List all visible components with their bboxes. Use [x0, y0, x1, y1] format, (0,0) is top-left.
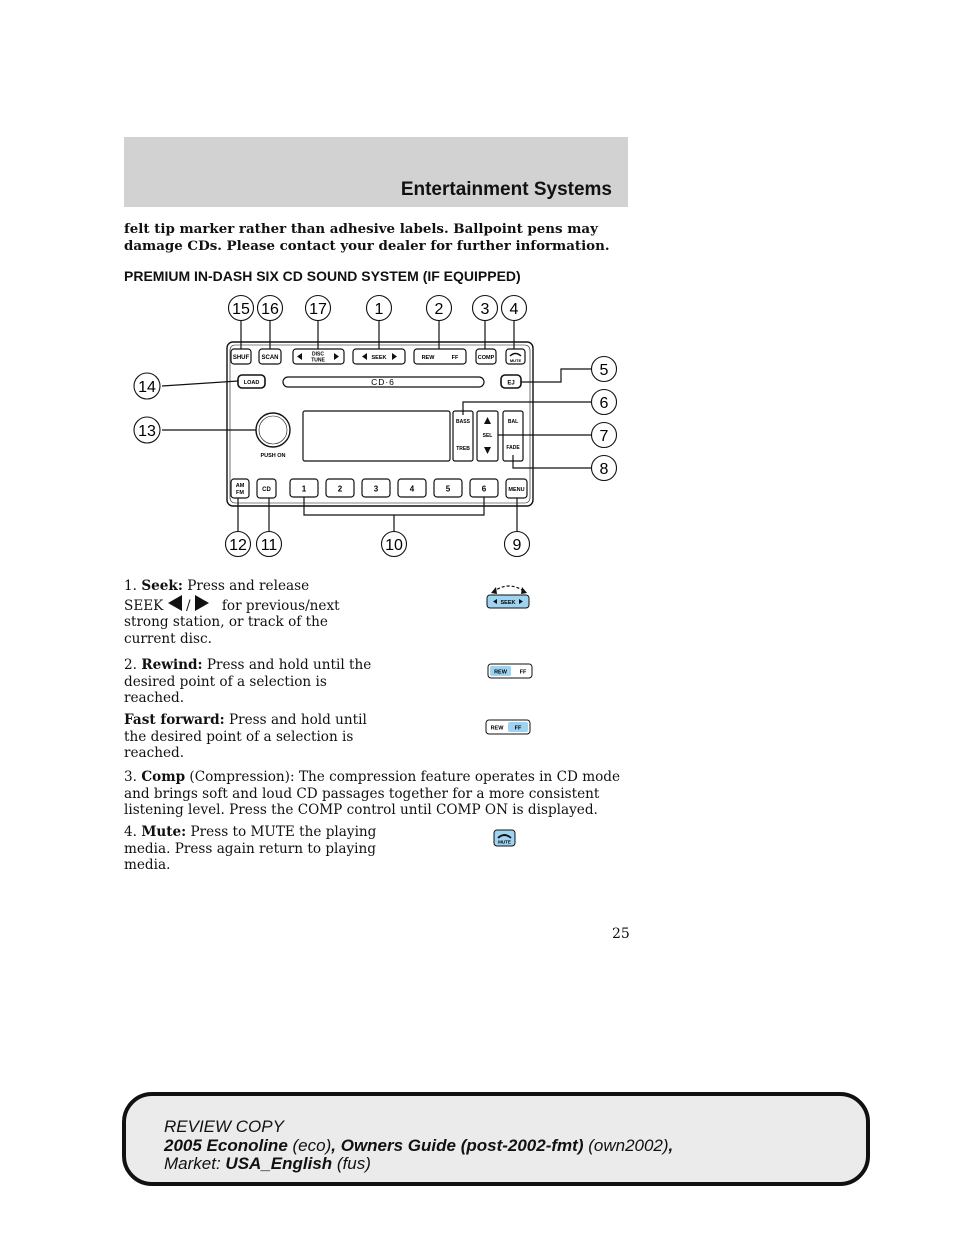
page-number: 25: [612, 926, 630, 942]
svg-text:2: 2: [434, 301, 444, 318]
footer-model: 2005 Econoline: [164, 1135, 288, 1155]
callout-3: [473, 296, 498, 321]
section-heading: PREMIUM IN-DASH SIX CD SOUND SYSTEM (IF EQUIPPED): [124, 268, 521, 284]
svg-text:14: 14: [138, 379, 156, 396]
svg-text:17: 17: [309, 301, 327, 318]
fast-forward-description: Fast forward: Press and hold until the desired point of a selection is reached.: [124, 712, 367, 762]
cd-button[interactable]: [257, 479, 276, 498]
svg-text:BASS: BASS: [456, 419, 470, 425]
svg-text:2: 2: [337, 484, 343, 494]
svg-text:3: 3: [480, 301, 490, 318]
svg-text:REW: REW: [494, 669, 507, 676]
svg-text:FM: FM: [236, 490, 244, 496]
bal-fade-button[interactable]: [503, 411, 523, 461]
comp-button[interactable]: [476, 349, 496, 364]
svg-text:FF: FF: [451, 355, 459, 361]
review-copy-label: REVIEW COPY: [164, 1117, 284, 1136]
svg-text:REW: REW: [421, 355, 435, 361]
disc-tune-button[interactable]: [293, 349, 344, 364]
svg-text:LOAD: LOAD: [243, 380, 260, 386]
svg-text:5: 5: [445, 484, 451, 494]
callout-2: [427, 296, 452, 321]
svg-text:3: 3: [373, 484, 379, 494]
seek-button[interactable]: [353, 349, 405, 364]
shuf-button[interactable]: [231, 349, 251, 364]
svg-text:FF: FF: [514, 725, 522, 732]
svg-text:SEEK: SEEK: [371, 355, 387, 361]
seek-description: 1. Seek: Press and release SEEK / for previous/next strong station, or track of the current disc.: [124, 578, 340, 647]
load-button[interactable]: [238, 375, 265, 388]
svg-text:5: 5: [599, 362, 609, 379]
page-title: Entertainment Systems: [400, 179, 612, 200]
svg-text:FF: FF: [519, 669, 527, 676]
rew-ff-button[interactable]: [414, 349, 466, 364]
intro-text: felt tip marker rather than adhesive labels. Ballpoint pens may damage CDs. Please contact your dealer for further information.: [124, 221, 610, 254]
callout-4: [502, 296, 527, 321]
footer-guide: Owners Guide (post-2002-fmt): [340, 1135, 584, 1155]
footer-market: USA_English: [225, 1154, 333, 1173]
svg-text:10: 10: [385, 537, 403, 554]
callout-8: [592, 456, 617, 481]
svg-text:SCAN: SCAN: [261, 355, 279, 361]
preset-3-button[interactable]: [362, 479, 390, 497]
eject-button[interactable]: [501, 375, 521, 388]
radio-faceplate-svg: [124, 290, 628, 560]
footer-market-code: (fus): [336, 1154, 371, 1173]
menu-button[interactable]: [506, 479, 527, 498]
svg-text:BAL: BAL: [507, 419, 519, 425]
svg-text:PUSH ON: PUSH ON: [260, 453, 286, 459]
svg-text:7: 7: [599, 428, 609, 445]
svg-text:AM: AM: [235, 483, 245, 489]
svg-text:CD: CD: [262, 487, 271, 493]
rew-button-icon: [487, 663, 533, 683]
preset-2-button[interactable]: [326, 479, 354, 497]
svg-text:9: 9: [512, 537, 522, 554]
svg-text:CD·6: CD·6: [371, 377, 395, 387]
callout-12: [226, 532, 251, 557]
ff-button-icon: [485, 719, 531, 739]
callout-13: [134, 417, 160, 443]
svg-text:8: 8: [599, 461, 609, 478]
svg-text:6: 6: [481, 484, 487, 494]
bass-treb-button[interactable]: [453, 411, 473, 461]
power-volume-knob[interactable]: [256, 413, 290, 459]
callout-16: [258, 296, 283, 321]
svg-text:1: 1: [301, 484, 307, 494]
svg-text:4: 4: [509, 301, 519, 318]
svg-text:11: 11: [260, 537, 278, 554]
preset-4-button[interactable]: [398, 479, 426, 497]
header-band: [124, 137, 628, 207]
callout-15: [229, 296, 254, 321]
preset-6-button[interactable]: [470, 479, 498, 497]
callout-17: [306, 296, 331, 321]
svg-text:TREB: TREB: [456, 446, 470, 452]
callout-1: [367, 296, 392, 321]
svg-text:MUTE: MUTE: [509, 358, 522, 363]
svg-text:MENU: MENU: [508, 487, 525, 493]
mute-description: 4. Mute: Press to MUTE the playing media. Press again return to playing media.: [124, 824, 377, 874]
comp-description: 3. Comp (Compression): The compression feature operates in CD mode and brings soft and loud CD passages together for a more consistent listening level. Press the COMP control until COMP ON is displayed.: [124, 769, 621, 819]
preset-5-button[interactable]: [434, 479, 462, 497]
scan-button[interactable]: [259, 349, 281, 364]
callout-10: [382, 532, 407, 557]
callout-6: [592, 390, 617, 415]
display-window: [303, 411, 450, 461]
svg-text:TUNE: TUNE: [311, 357, 325, 364]
svg-text:1: 1: [374, 301, 384, 318]
mute-button-icon: [493, 829, 517, 851]
svg-text:REW: REW: [490, 725, 504, 732]
review-copy-footer: REVIEW COPY 2005 Econoline (eco), Owners Guide (post-2002-fmt) (own2002), Market: USA_English (fus): [122, 1092, 870, 1186]
seek-right-arrow-icon: [195, 595, 209, 611]
svg-text:16: 16: [261, 301, 279, 318]
callout-7: [592, 423, 617, 448]
preset-1-button[interactable]: [290, 479, 318, 497]
seek-left-arrow-icon: [168, 595, 182, 611]
footer-market-label: Market:: [164, 1154, 221, 1173]
svg-text:6: 6: [599, 395, 609, 412]
svg-text:4: 4: [409, 484, 415, 494]
callout-14: [134, 373, 160, 399]
seek-button-icon: [484, 582, 534, 614]
svg-text:FADE: FADE: [506, 445, 520, 451]
rewind-description: 2. Rewind: Press and hold until the desired point of a selection is reached.: [124, 657, 372, 707]
footer-model-code: (eco): [292, 1135, 332, 1155]
sel-up-down-button[interactable]: [477, 411, 498, 461]
svg-text:SEL: SEL: [482, 433, 493, 439]
mute-button[interactable]: [506, 349, 525, 364]
svg-text:SHUF: SHUF: [232, 355, 250, 361]
svg-text:12: 12: [229, 537, 247, 554]
cd-slot: [283, 377, 484, 387]
callout-11: [257, 532, 282, 557]
svg-text:DISC: DISC: [312, 351, 324, 358]
am-fm-button[interactable]: [231, 479, 249, 498]
radio-diagram: [124, 290, 628, 560]
footer-guide-code: (own2002): [588, 1135, 669, 1155]
svg-text:COMP: COMP: [477, 355, 495, 361]
svg-text:15: 15: [232, 301, 250, 318]
callout-9: [505, 532, 530, 557]
svg-text:MUTE: MUTE: [498, 839, 511, 845]
svg-text:EJ: EJ: [507, 380, 515, 387]
svg-text:13: 13: [138, 423, 156, 440]
svg-text:SEEK: SEEK: [500, 600, 516, 606]
callout-5: [592, 357, 617, 382]
